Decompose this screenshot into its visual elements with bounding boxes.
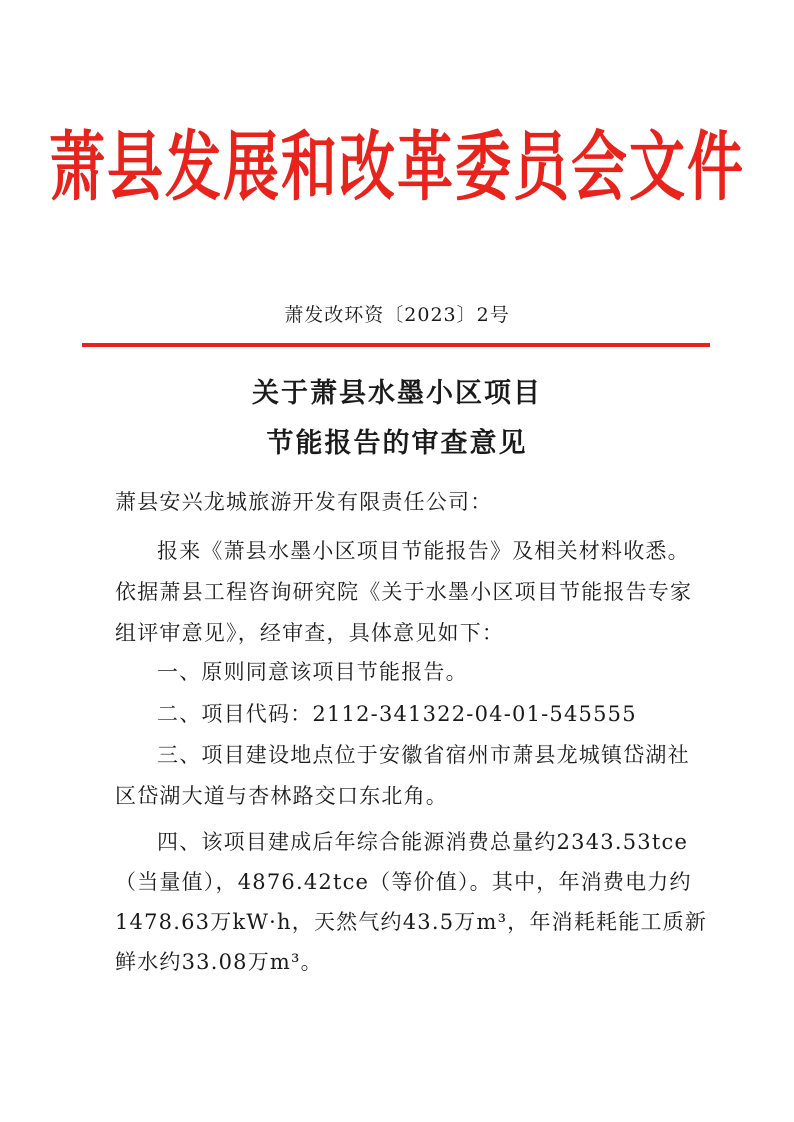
red-divider-line <box>82 343 710 347</box>
opinion-item-4-line-2: （当量值），4876.42tce（等价值）。其中，年消费电力约 <box>115 870 692 894</box>
opinion-item-4-line-4: 鲜水约33.08万m³。 <box>115 950 323 974</box>
document-header-title: 萧县发展和改革委员会文件 <box>49 122 745 212</box>
body-paragraph-1-line-3: 组评审意见》，经审查，具体意见如下： <box>115 621 505 645</box>
opinion-item-1: 一、原则同意该项目节能报告。 <box>157 660 468 684</box>
opinion-item-3-line-2: 区岱湖大道与杏林路交口东北角。 <box>115 784 448 808</box>
document-title-line-2: 节能报告的审查意见 <box>266 428 528 459</box>
body-paragraph-1-line-2: 依据萧县工程咨询研究院《关于水墨小区项目节能报告专家 <box>115 580 693 604</box>
body-paragraph-1-line-1: 报来《萧县水墨小区项目节能报告》及相关材料收悉。 <box>157 539 690 563</box>
addressee: 萧县安兴龙城旅游开发有限责任公司： <box>115 490 493 514</box>
opinion-item-2: 二、项目代码：2112-341322-04-01-545555 <box>157 702 637 726</box>
opinion-item-4-line-1: 四、该项目建成后年综合能源消费总量约2343.53tce <box>157 830 689 854</box>
document-title-line-1: 关于萧县水墨小区项目 <box>252 378 542 409</box>
opinion-item-4-line-3: 1478.63万kW·h，天然气约43.5万m³，年消耗耗能工质新 <box>115 910 708 934</box>
opinion-item-3-line-1: 三、项目建设地点位于安徽省宿州市萧县龙城镇岱湖社 <box>157 743 690 767</box>
document-number: 萧发改环资〔2023〕2号 <box>284 304 510 326</box>
